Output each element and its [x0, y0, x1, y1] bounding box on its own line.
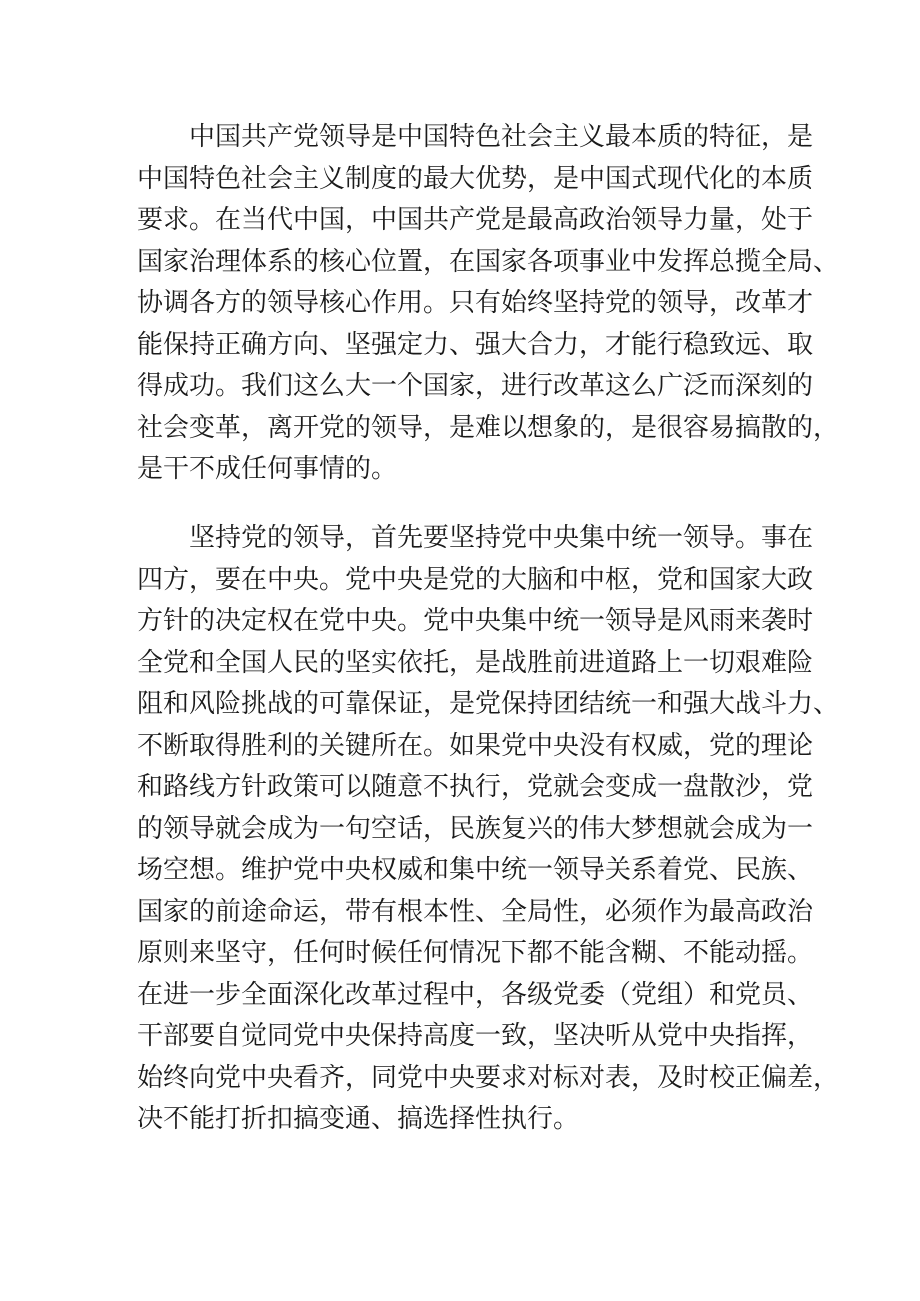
paragraph-line: 国家的前途命运，带有根本性、全局性，必须作为最高政治: [137, 896, 814, 927]
paragraph-2: [137, 518, 840, 1141]
paragraph-line: 场空想。维护党中央权威和集中统一领导关系着党、民族、: [137, 855, 814, 885]
paragraph-line: 社会变革，离开党的领导，是难以想象的，是很容易搞散的，: [137, 412, 840, 443]
paragraph-line: 决不能打折扣搞变通、搞选择性执行。: [137, 1104, 580, 1134]
paragraph-line: 和路线方针政策可以随意不执行，党就会变成一盘散沙，党: [137, 772, 814, 802]
paragraph-line: 阻和风险挑战的可靠保证，是党保持团结统一和强大战斗力、: [137, 689, 840, 719]
paragraph-line: 要求。在当代中国，中国共产党是最高政治领导力量，处于: [137, 205, 814, 235]
paragraph-line: 全党和全国人民的坚实依托，是战胜前进道路上一切艰难险: [137, 647, 814, 678]
paragraph-line: 方针的决定权在党中央。党中央集中统一领导是风雨来袭时: [137, 606, 814, 636]
paragraph-line: 不断取得胜利的关键所在。如果党中央没有权威，党的理论: [137, 730, 814, 761]
paragraph-line: 中国共产党领导是中国特色社会主义最本质的特征，是: [189, 122, 814, 152]
paragraph-line: 在进一步全面深化改革过程中，各级党委（党组）和党员、: [137, 979, 814, 1010]
paragraph-line: 原则来坚守，任何时候任何情况下都不能含糊、不能动摇。: [137, 938, 814, 968]
paragraph-line: 能保持正确方向、坚强定力、强大合力，才能行稳致远、取: [137, 329, 814, 360]
paragraph-line: 中国特色社会主义制度的最大优势，是中国式现代化的本质: [137, 163, 814, 194]
paragraph-line: 的领导就会成为一句空话，民族复兴的伟大梦想就会成为一: [137, 813, 814, 844]
paragraph-line: 坚持党的领导，首先要坚持党中央集中统一领导。事在: [189, 523, 814, 553]
paragraph-line: 始终向党中央看齐，同党中央要求对标对表，及时校正偏差，: [137, 1062, 840, 1093]
paragraph-line: 国家治理体系的核心位置，在国家各项事业中发挥总揽全局、: [137, 246, 840, 277]
paragraph-line: 得成功。我们这么大一个国家，进行改革这么广泛而深刻的: [137, 371, 814, 401]
paragraph-line: 是干不成任何事情的。: [137, 454, 398, 484]
paragraph-line: 四方，要在中央。党中央是党的大脑和中枢，党和国家大政: [137, 564, 814, 595]
paragraph-line: 干部要自觉同党中央保持高度一致，坚决听从党中央指挥，: [137, 1021, 814, 1051]
paragraph-1: [137, 117, 840, 491]
paragraph-line: 协调各方的领导核心作用。只有始终坚持党的领导，改革才: [137, 288, 814, 318]
